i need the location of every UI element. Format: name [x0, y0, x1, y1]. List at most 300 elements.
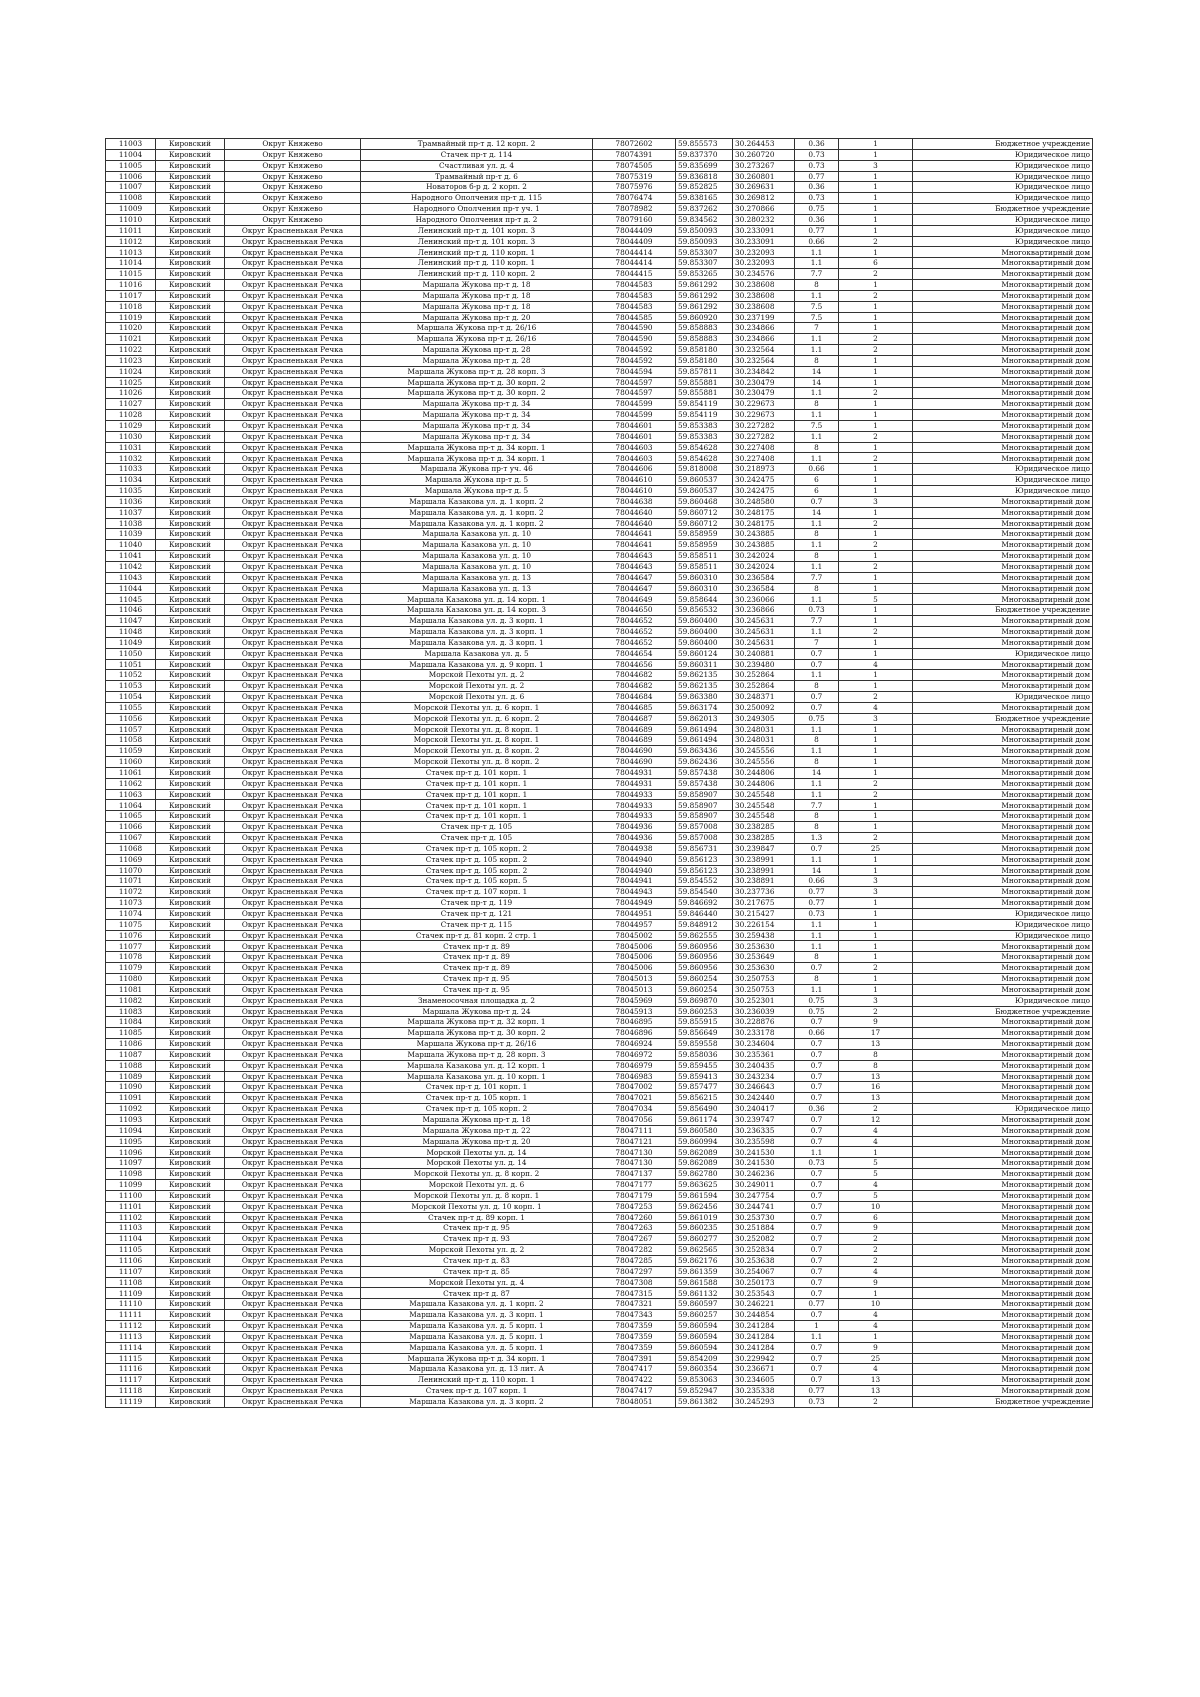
volume-cell: 1.1	[795, 431, 839, 442]
count-cell: 2	[839, 626, 913, 637]
municipal-okrug-cell: Округ Красненькая Речка	[225, 420, 361, 431]
volume-cell: 7.7	[795, 800, 839, 811]
longitude-cell: 30.245631	[733, 637, 795, 648]
volume-cell: 8	[795, 735, 839, 746]
object-code-cell: 78044415	[593, 269, 676, 280]
address-cell: Маршала Казакова ул. д. 5 корп. 1	[361, 1320, 593, 1331]
district-cell: Кировский	[156, 1396, 225, 1407]
address-cell: Маршала Казакова ул. д. 13	[361, 583, 593, 594]
count-cell: 1	[839, 746, 913, 757]
owner-type-cell: Бюджетное учреждение	[913, 713, 1093, 724]
latitude-cell: 59.860712	[676, 507, 733, 518]
owner-type-cell: Многоквартирный дом	[913, 1375, 1093, 1386]
district-cell: Кировский	[156, 724, 225, 735]
latitude-cell: 59.860537	[676, 475, 733, 486]
table-row	[106, 442, 1093, 453]
address-cell: Морской Пехоты ул. д. 6	[361, 1180, 593, 1191]
address-cell: Маршала Казакова ул. д. 3 корп. 1	[361, 626, 593, 637]
object-code-cell: 78072602	[593, 139, 676, 150]
count-cell: 1	[839, 952, 913, 963]
row-number-cell: 11062	[106, 778, 156, 789]
row-number-cell: 11044	[106, 583, 156, 594]
latitude-cell: 59.846440	[676, 908, 733, 919]
count-cell: 8	[839, 1060, 913, 1071]
owner-type-cell: Юридическое лицо	[913, 475, 1093, 486]
owner-type-cell: Многоквартирный дом	[913, 345, 1093, 356]
row-number-cell: 11066	[106, 822, 156, 833]
longitude-cell: 30.273267	[733, 160, 795, 171]
municipal-okrug-cell: Округ Красненькая Речка	[225, 594, 361, 605]
table-row	[106, 789, 1093, 800]
longitude-cell: 30.253730	[733, 1212, 795, 1223]
longitude-cell: 30.269631	[733, 182, 795, 193]
count-cell: 1	[839, 973, 913, 984]
latitude-cell: 59.834562	[676, 214, 733, 225]
table-row	[106, 561, 1093, 572]
table-row	[106, 941, 1093, 952]
longitude-cell: 30.242024	[733, 551, 795, 562]
longitude-cell: 30.250753	[733, 984, 795, 995]
table-row	[106, 214, 1093, 225]
count-cell: 5	[839, 1190, 913, 1201]
address-cell: Новаторов б-р д. 2 корп. 2	[361, 182, 593, 193]
latitude-cell: 59.863380	[676, 692, 733, 703]
count-cell: 1	[839, 670, 913, 681]
owner-type-cell: Многоквартирный дом	[913, 1039, 1093, 1050]
owner-type-cell: Многоквартирный дом	[913, 1114, 1093, 1125]
volume-cell: 0.7	[795, 1136, 839, 1147]
longitude-cell: 30.236584	[733, 583, 795, 594]
longitude-cell: 30.217675	[733, 898, 795, 909]
row-number-cell: 11078	[106, 952, 156, 963]
municipal-okrug-cell: Округ Красненькая Речка	[225, 323, 361, 334]
object-code-cell: 78044610	[593, 475, 676, 486]
owner-type-cell: Многоквартирный дом	[913, 1299, 1093, 1310]
longitude-cell: 30.241284	[733, 1320, 795, 1331]
address-cell: Маршала Жукова пр-т уч. 46	[361, 464, 593, 475]
row-number-cell: 11079	[106, 963, 156, 974]
longitude-cell: 30.240417	[733, 1104, 795, 1115]
row-number-cell: 11035	[106, 486, 156, 497]
table-row	[106, 1060, 1093, 1071]
owner-type-cell: Многоквартирный дом	[913, 279, 1093, 290]
object-code-cell: 78044592	[593, 345, 676, 356]
object-code-cell: 78046924	[593, 1039, 676, 1050]
count-cell: 1	[839, 225, 913, 236]
count-cell: 1	[839, 355, 913, 366]
owner-type-cell: Многоквартирный дом	[913, 572, 1093, 583]
address-cell: Стачек пр-т д. 95	[361, 973, 593, 984]
district-cell: Кировский	[156, 279, 225, 290]
object-code-cell: 78047137	[593, 1169, 676, 1180]
district-cell: Кировский	[156, 540, 225, 551]
address-cell: Морской Пехоты ул. д. 10 корп. 1	[361, 1201, 593, 1212]
owner-type-cell: Юридическое лицо	[913, 908, 1093, 919]
object-code-cell: 78044936	[593, 822, 676, 833]
longitude-cell: 30.251884	[733, 1223, 795, 1234]
table-row	[106, 572, 1093, 583]
latitude-cell: 59.853265	[676, 269, 733, 280]
row-number-cell: 11005	[106, 160, 156, 171]
municipal-okrug-cell: Округ Красненькая Речка	[225, 767, 361, 778]
district-cell: Кировский	[156, 225, 225, 236]
object-code-cell: 78044409	[593, 236, 676, 247]
volume-cell: 0.77	[795, 898, 839, 909]
table-row	[106, 1364, 1093, 1375]
volume-cell: 1.1	[795, 290, 839, 301]
count-cell: 1	[839, 410, 913, 421]
table-row	[106, 1277, 1093, 1288]
row-number-cell: 11013	[106, 247, 156, 258]
row-number-cell: 11019	[106, 312, 156, 323]
object-code-cell: 78044585	[593, 312, 676, 323]
row-number-cell: 11060	[106, 757, 156, 768]
volume-cell: 8	[795, 822, 839, 833]
count-cell: 1	[839, 312, 913, 323]
count-cell: 10	[839, 1299, 913, 1310]
municipal-okrug-cell: Округ Красненькая Речка	[225, 930, 361, 941]
count-cell: 12	[839, 1114, 913, 1125]
address-cell: Маршала Казакова ул. д. 10	[361, 529, 593, 540]
volume-cell: 0.7	[795, 1375, 839, 1386]
municipal-okrug-cell: Округ Красненькая Речка	[225, 1060, 361, 1071]
address-cell: Морской Пехоты ул. д. 8 корп. 2	[361, 757, 593, 768]
latitude-cell: 59.857008	[676, 822, 733, 833]
longitude-cell: 30.230479	[733, 388, 795, 399]
table-row	[106, 464, 1093, 475]
municipal-okrug-cell: Округ Красненькая Речка	[225, 963, 361, 974]
municipal-okrug-cell: Округ Красненькая Речка	[225, 1017, 361, 1028]
address-cell: Морской Пехоты ул. д. 14	[361, 1158, 593, 1169]
volume-cell: 14	[795, 865, 839, 876]
address-cell: Маршала Казакова ул. д. 14 корп. 3	[361, 605, 593, 616]
volume-cell: 1.1	[795, 941, 839, 952]
longitude-cell: 30.241530	[733, 1158, 795, 1169]
row-number-cell: 11071	[106, 876, 156, 887]
district-cell: Кировский	[156, 681, 225, 692]
district-cell: Кировский	[156, 1125, 225, 1136]
owner-type-cell: Многоквартирный дом	[913, 496, 1093, 507]
district-cell: Кировский	[156, 648, 225, 659]
district-cell: Кировский	[156, 312, 225, 323]
row-number-cell: 11072	[106, 887, 156, 898]
volume-cell: 0.77	[795, 1299, 839, 1310]
district-cell: Кировский	[156, 746, 225, 757]
district-cell: Кировский	[156, 1180, 225, 1191]
table-row	[106, 876, 1093, 887]
latitude-cell: 59.860468	[676, 496, 733, 507]
row-number-cell: 11054	[106, 692, 156, 703]
volume-cell: 0.75	[795, 204, 839, 215]
latitude-cell: 59.856123	[676, 865, 733, 876]
municipal-okrug-cell: Округ Красненькая Речка	[225, 908, 361, 919]
row-number-cell: 11111	[106, 1310, 156, 1321]
address-cell: Трамвайный пр-т д. 12 корп. 2	[361, 139, 593, 150]
longitude-cell: 30.245293	[733, 1396, 795, 1407]
latitude-cell: 59.853383	[676, 420, 733, 431]
count-cell: 1	[839, 681, 913, 692]
longitude-cell: 30.242475	[733, 475, 795, 486]
volume-cell: 14	[795, 767, 839, 778]
district-cell: Кировский	[156, 410, 225, 421]
longitude-cell: 30.236066	[733, 594, 795, 605]
latitude-cell: 59.860254	[676, 973, 733, 984]
owner-type-cell: Многоквартирный дом	[913, 1310, 1093, 1321]
owner-type-cell: Многоквартирный дом	[913, 865, 1093, 876]
owner-type-cell: Многоквартирный дом	[913, 1234, 1093, 1245]
volume-cell: 7.7	[795, 269, 839, 280]
object-code-cell: 78044941	[593, 876, 676, 887]
count-cell: 1	[839, 420, 913, 431]
longitude-cell: 30.242475	[733, 486, 795, 497]
owner-type-cell: Многоквартирный дом	[913, 887, 1093, 898]
row-number-cell: 11117	[106, 1375, 156, 1386]
latitude-cell: 59.856490	[676, 1104, 733, 1115]
count-cell: 5	[839, 1169, 913, 1180]
row-number-cell: 11057	[106, 724, 156, 735]
count-cell: 1	[839, 767, 913, 778]
owner-type-cell: Юридическое лицо	[913, 1104, 1093, 1115]
district-cell: Кировский	[156, 1320, 225, 1331]
row-number-cell: 11058	[106, 735, 156, 746]
count-cell: 1	[839, 214, 913, 225]
object-code-cell: 78044949	[593, 898, 676, 909]
object-code-cell: 78047130	[593, 1147, 676, 1158]
object-code-cell: 78044601	[593, 420, 676, 431]
volume-cell: 1.1	[795, 334, 839, 345]
municipal-okrug-cell: Округ Красненькая Речка	[225, 898, 361, 909]
address-cell: Маршала Жукова пр-т д. 26/16	[361, 334, 593, 345]
count-cell: 2	[839, 453, 913, 464]
count-cell: 3	[839, 160, 913, 171]
owner-type-cell: Многоквартирный дом	[913, 1364, 1093, 1375]
municipal-okrug-cell: Округ Красненькая Речка	[225, 1039, 361, 1050]
latitude-cell: 59.860594	[676, 1320, 733, 1331]
latitude-cell: 59.860956	[676, 941, 733, 952]
object-code-cell: 78047359	[593, 1331, 676, 1342]
table-row	[106, 182, 1093, 193]
address-cell: Стачек пр-т д. 107 корп. 1	[361, 887, 593, 898]
count-cell: 2	[839, 833, 913, 844]
longitude-cell: 30.252082	[733, 1234, 795, 1245]
address-cell: Маршала Жукова пр-т д. 34	[361, 410, 593, 421]
municipal-okrug-cell: Округ Красненькая Речка	[225, 1028, 361, 1039]
row-number-cell: 11108	[106, 1277, 156, 1288]
latitude-cell: 59.855881	[676, 377, 733, 388]
district-cell: Кировский	[156, 1082, 225, 1093]
object-code-cell: 78044931	[593, 767, 676, 778]
municipal-okrug-cell: Округ Красненькая Речка	[225, 1386, 361, 1397]
owner-type-cell: Многоквартирный дом	[913, 561, 1093, 572]
longitude-cell: 30.244741	[733, 1201, 795, 1212]
table-row	[106, 388, 1093, 399]
volume-cell: 6	[795, 486, 839, 497]
district-cell: Кировский	[156, 616, 225, 627]
owner-type-cell: Многоквартирный дом	[913, 670, 1093, 681]
owner-type-cell: Многоквартирный дом	[913, 681, 1093, 692]
latitude-cell: 59.860400	[676, 637, 733, 648]
municipal-okrug-cell: Округ Красненькая Речка	[225, 388, 361, 399]
longitude-cell: 30.233091	[733, 225, 795, 236]
owner-type-cell: Многоквартирный дом	[913, 941, 1093, 952]
row-number-cell: 11102	[106, 1212, 156, 1223]
volume-cell: 1.1	[795, 410, 839, 421]
volume-cell: 8	[795, 757, 839, 768]
count-cell: 2	[839, 1255, 913, 1266]
address-cell: Маршала Казакова ул. д. 10	[361, 540, 593, 551]
row-number-cell: 11118	[106, 1386, 156, 1397]
row-number-cell: 11051	[106, 659, 156, 670]
table-row	[106, 778, 1093, 789]
municipal-okrug-cell: Округ Красненькая Речка	[225, 1288, 361, 1299]
municipal-okrug-cell: Округ Красненькая Речка	[225, 236, 361, 247]
row-number-cell: 11067	[106, 833, 156, 844]
latitude-cell: 59.860253	[676, 1006, 733, 1017]
longitude-cell: 30.232564	[733, 345, 795, 356]
address-cell: Маршала Жукова пр-т д. 18	[361, 1114, 593, 1125]
table-row	[106, 973, 1093, 984]
owner-type-cell: Многоквартирный дом	[913, 301, 1093, 312]
volume-cell: 0.36	[795, 214, 839, 225]
address-cell: Маршала Казакова ул. д. 5 корп. 1	[361, 1342, 593, 1353]
table-row	[106, 1396, 1093, 1407]
object-code-cell: 78044594	[593, 366, 676, 377]
owner-type-cell: Многоквартирный дом	[913, 388, 1093, 399]
municipal-okrug-cell: Округ Красненькая Речка	[225, 713, 361, 724]
municipal-okrug-cell: Округ Красненькая Речка	[225, 1396, 361, 1407]
volume-cell: 7	[795, 323, 839, 334]
latitude-cell: 59.860920	[676, 312, 733, 323]
table-row	[106, 692, 1093, 703]
volume-cell: 0.77	[795, 171, 839, 182]
table-row	[106, 811, 1093, 822]
latitude-cell: 59.853063	[676, 1375, 733, 1386]
volume-cell: 0.7	[795, 1190, 839, 1201]
volume-cell: 8	[795, 952, 839, 963]
municipal-okrug-cell: Округ Красненькая Речка	[225, 973, 361, 984]
row-number-cell: 11070	[106, 865, 156, 876]
municipal-okrug-cell: Округ Красненькая Речка	[225, 345, 361, 356]
volume-cell: 0.7	[795, 1180, 839, 1191]
table-row	[106, 670, 1093, 681]
municipal-okrug-cell: Округ Красненькая Речка	[225, 453, 361, 464]
data-table	[105, 138, 1093, 1408]
municipal-okrug-cell: Округ Красненькая Речка	[225, 659, 361, 670]
address-cell: Стачек пр-т д. 101 корп. 1	[361, 811, 593, 822]
latitude-cell: 59.859455	[676, 1060, 733, 1071]
latitude-cell: 59.862135	[676, 670, 733, 681]
district-cell: Кировский	[156, 377, 225, 388]
owner-type-cell: Многоквартирный дом	[913, 1060, 1093, 1071]
row-number-cell: 11068	[106, 843, 156, 854]
object-code-cell: 78044414	[593, 247, 676, 258]
owner-type-cell: Многоквартирный дом	[913, 594, 1093, 605]
count-cell: 1	[839, 171, 913, 182]
count-cell: 13	[839, 1386, 913, 1397]
object-code-cell: 78044931	[593, 778, 676, 789]
owner-type-cell: Многоквартирный дом	[913, 724, 1093, 735]
table-row	[106, 139, 1093, 150]
row-number-cell: 11094	[106, 1125, 156, 1136]
owner-type-cell: Многоквартирный дом	[913, 735, 1093, 746]
municipal-okrug-cell: Округ Красненькая Речка	[225, 1169, 361, 1180]
latitude-cell: 59.838165	[676, 193, 733, 204]
longitude-cell: 30.248371	[733, 692, 795, 703]
count-cell: 3	[839, 496, 913, 507]
volume-cell: 0.7	[795, 1223, 839, 1234]
municipal-okrug-cell: Округ Красненькая Речка	[225, 1104, 361, 1115]
latitude-cell: 59.861382	[676, 1396, 733, 1407]
municipal-okrug-cell: Округ Княжево	[225, 139, 361, 150]
volume-cell: 14	[795, 507, 839, 518]
address-cell: Маршала Казакова ул. д. 3 корп. 1	[361, 1310, 593, 1321]
object-code-cell: 78044414	[593, 258, 676, 269]
municipal-okrug-cell: Округ Красненькая Речка	[225, 854, 361, 865]
district-cell: Кировский	[156, 1039, 225, 1050]
district-cell: Кировский	[156, 399, 225, 410]
latitude-cell: 59.860311	[676, 659, 733, 670]
address-cell: Маршала Жукова пр-т д. 28	[361, 345, 593, 356]
object-code-cell: 78044599	[593, 410, 676, 421]
owner-type-cell: Многоквартирный дом	[913, 1028, 1093, 1039]
row-number-cell: 11056	[106, 713, 156, 724]
object-code-cell: 78047263	[593, 1223, 676, 1234]
address-cell: Маршала Казакова ул. д. 14 корп. 1	[361, 594, 593, 605]
volume-cell: 1.1	[795, 594, 839, 605]
volume-cell: 0.73	[795, 160, 839, 171]
count-cell: 1	[839, 442, 913, 453]
volume-cell: 1.1	[795, 854, 839, 865]
table-row	[106, 605, 1093, 616]
owner-type-cell: Многоквартирный дом	[913, 1136, 1093, 1147]
object-code-cell: 78044590	[593, 323, 676, 334]
count-cell: 1	[839, 822, 913, 833]
table-row	[106, 1223, 1093, 1234]
latitude-cell: 59.858883	[676, 334, 733, 345]
district-cell: Кировский	[156, 269, 225, 280]
table-row	[106, 908, 1093, 919]
count-cell: 2	[839, 692, 913, 703]
volume-cell: 7.5	[795, 312, 839, 323]
longitude-cell: 30.234605	[733, 1375, 795, 1386]
row-number-cell: 11113	[106, 1331, 156, 1342]
row-number-cell: 11065	[106, 811, 156, 822]
longitude-cell: 30.245556	[733, 746, 795, 757]
address-cell: Маршала Жукова пр-т д. 34	[361, 399, 593, 410]
latitude-cell: 59.855573	[676, 139, 733, 150]
address-cell: Маршала Казакова ул. д. 5 корп. 1	[361, 1331, 593, 1342]
address-cell: Морской Пехоты ул. д. 6	[361, 692, 593, 703]
object-code-cell: 78047308	[593, 1277, 676, 1288]
municipal-okrug-cell: Округ Красненькая Речка	[225, 735, 361, 746]
address-cell: Маршала Жукова пр-т д. 30 корп. 2	[361, 1028, 593, 1039]
district-cell: Кировский	[156, 1190, 225, 1201]
count-cell: 16	[839, 1082, 913, 1093]
address-cell: Маршала Казакова ул. д. 13	[361, 572, 593, 583]
latitude-cell: 59.860277	[676, 1234, 733, 1245]
row-number-cell: 11084	[106, 1017, 156, 1028]
table-row	[106, 475, 1093, 486]
longitude-cell: 30.236335	[733, 1125, 795, 1136]
district-cell: Кировский	[156, 1245, 225, 1256]
count-cell: 9	[839, 1277, 913, 1288]
table-row	[106, 1245, 1093, 1256]
municipal-okrug-cell: Округ Красненькая Речка	[225, 1158, 361, 1169]
table-row	[106, 822, 1093, 833]
municipal-okrug-cell: Округ Красненькая Речка	[225, 518, 361, 529]
volume-cell: 0.7	[795, 1310, 839, 1321]
count-cell: 4	[839, 1125, 913, 1136]
